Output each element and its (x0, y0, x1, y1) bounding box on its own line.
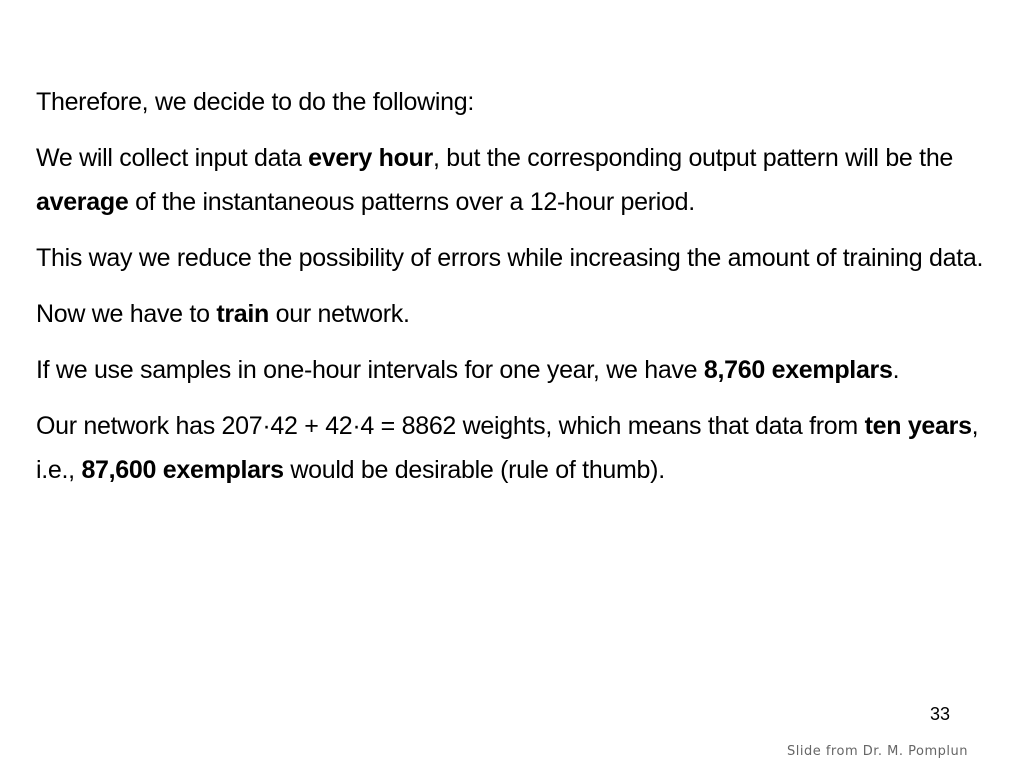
emphasis-every-hour: every hour (308, 144, 433, 172)
text-run: We will collect input data (36, 144, 309, 172)
text-run: would be desirable (rule of thumb). (283, 456, 665, 484)
text-run: This way we reduce the possibility of errors while increasing the amount of training data. (36, 244, 984, 272)
emphasis-train: train (216, 300, 270, 328)
text-run: , i.e., (36, 412, 979, 484)
paragraph-samples (36, 348, 996, 392)
emphasis-8760-exemplars: 8,760 exemplars (703, 356, 893, 384)
text-run: Now we have to (36, 300, 217, 328)
emphasis-87600-exemplars: 87,600 exemplars (81, 456, 284, 484)
emphasis-average: average (36, 188, 129, 216)
text-run: Therefore, we decide to do the following: (36, 88, 474, 116)
paragraph-train (36, 292, 996, 336)
text-run: of the instantaneous patterns over a 12-hour period. (128, 188, 695, 216)
paragraph-weights (36, 404, 996, 492)
paragraph-data-collection (36, 136, 996, 224)
text-run: Our network has 207·42 + 42·4 = 8862 weights, which means that data from (36, 412, 865, 440)
text-run: our network. (269, 300, 410, 328)
text-run: , but the corresponding output pattern will be the (432, 144, 954, 172)
emphasis-ten-years: ten years (864, 412, 972, 440)
paragraph-reduce-errors (36, 236, 996, 280)
text-run: If we use samples in one-hour intervals for one year, we have (36, 356, 704, 384)
paragraph-intro (36, 80, 996, 124)
text-run: . (892, 356, 900, 384)
page-number: 33 (930, 704, 951, 724)
slide-body (36, 80, 996, 504)
slide-credit: Slide from Dr. M. Pomplun (787, 744, 968, 759)
